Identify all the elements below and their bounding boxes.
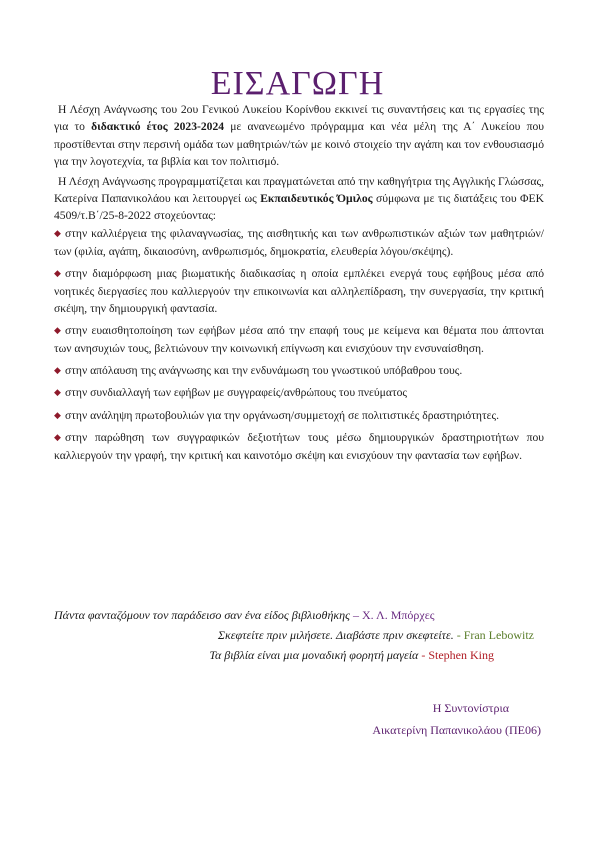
quote-separator: -: [418, 648, 429, 662]
intro-paragraph-2: [54, 173, 544, 225]
goal-list-item: [54, 322, 544, 358]
goal-list-item: [54, 429, 544, 465]
quote-author: Fran Lebowitz: [463, 628, 534, 642]
goal-text: στην διαμόρφωση μιας βιωματικής διαδικασίας η οποία εμπλέκει ενεργά τους εφήβους μέσα από νοητικές διεργασίες που καλλιεργούν την επικοινωνία και αλληλεπίδραση, την συνεργασία, την κριτική σκέψη, την δημιουργική φαντασία.: [54, 266, 544, 316]
intro-p2-text-b: σύμφωνα με τις διατάξεις του ΦΕΚ 4509/τ.Β΄/25-8-2022 στοχεύοντας:: [54, 192, 544, 223]
goal-list-item: [54, 407, 544, 425]
quote-text: Σκεφτείτε πριν μιλήσετε. Διαβάστε πριν σκεφτείτε.: [217, 628, 454, 642]
quote-text: Τα βιβλία είναι μια μοναδική φορητή μαγεία: [209, 648, 419, 662]
diamond-bullet-icon: ◆: [54, 364, 61, 375]
quote-author: Χ. Λ. Μπόρχες: [361, 608, 435, 622]
goal-text: στην απόλαυση της ανάγνωσης και την ενδυνάμωση του γνωστικού υπόβαθρου τους.: [65, 363, 463, 377]
goal-text: στην συνδιαλλαγή των εφήβων με συγγραφείς/ανθρώπους του πνεύματος: [65, 386, 407, 400]
intro-p1-text-a: Η Λέσχη Ανάγνωσης του 2ου Γενικού Λυκείου Κορίνθου εκκινεί τις συναντήσεις και τις εργασίες της για το: [54, 103, 544, 134]
quote-text: Πάντα φανταζόμουν τον παράδεισο σαν ένα είδος βιβλιοθήκης: [54, 608, 350, 622]
club-type-highlight: Εκπαιδευτικός Όμιλος: [260, 192, 373, 206]
diamond-bullet-icon: ◆: [54, 324, 61, 335]
quotes-block: [54, 605, 544, 665]
document-body: [54, 101, 544, 465]
goal-text: στην παρώθηση των συγγραφικών δεξιοτήτων τους μέσω δημιουργικών δραστηριοτήτων που καλλιεργούν την γραφή, την κριτική και καινοτόμο σκέψη και ενισχύουν την φαντασία των εφήβων.: [54, 430, 544, 463]
goal-list-item: [54, 225, 544, 261]
goal-list-item: [54, 384, 544, 402]
quote-separator: –: [349, 608, 362, 622]
intro-p1-text-b: με ανανεωμένο πρόγραμμα και νέα μέλη της Α΄ Λυκείου που προστίθενται στην περσινή ομάδα των μαθητριών/τών με κοινό στοιχείο την αγάπη και τον ενθουσιασμό για την λογοτεχνία, τα βιβλία και τον πολιτισμό.: [54, 120, 544, 169]
quote-separator: -: [453, 628, 464, 642]
quote-borges: [54, 605, 544, 625]
diamond-bullet-icon: ◆: [54, 267, 61, 278]
quote-lebowitz: [54, 625, 544, 645]
quote-king: [54, 645, 544, 665]
school-year-highlight: διδακτικό έτος 2023-2024: [91, 120, 225, 134]
coordinator-name: Αικατερίνη Παπανικολάου (ΠΕ06): [372, 723, 541, 737]
goal-text: στην ανάληψη πρωτοβουλιών για την οργάνωση/συμμετοχή σε πολιτιστικές δραστηριότητες.: [65, 408, 499, 422]
goal-text: στην καλλιέργεια της φιλαναγνωσίας, της αισθητικής και των ανθρωπιστικών αξιών των μαθητριών/των (φιλία, αγάπη, δικαιοσύνη, ανθρωπισμός, δημοκρατία, ελευθερία λόγου/σκέψης).: [54, 226, 544, 259]
diamond-bullet-icon: ◆: [54, 409, 61, 420]
page-title: ΕΙΣΑΓΩΓΗ: [210, 64, 385, 102]
coordinator-role: Η Συντονίστρια: [432, 701, 509, 715]
intro-paragraph-1: [54, 101, 544, 171]
quote-author: Stephen King: [428, 648, 494, 662]
goal-text: στην ευαισθητοποίηση των εφήβων μέσα από την επαφή τους με κείμενα και θέματα που άπτονται των ανησυχιών τους, βελτιώνουν την κοινωνική επίγνωση και ενισχύουν την ενσυναίσθηση.: [54, 323, 544, 356]
goal-list-item: [54, 265, 544, 318]
signature-block: [372, 697, 541, 741]
goal-list-item: [54, 362, 544, 380]
intro-p2-text-a: Η Λέσχη Ανάγνωσης προγραμματίζεται και πραγματώνεται από την καθηγήτρια της Αγγλικής Γλώσσας, Κατερίνα Παπανικολάου και λειτουργεί ως: [54, 174, 544, 206]
diamond-bullet-icon: ◆: [54, 387, 61, 398]
diamond-bullet-icon: ◆: [54, 227, 61, 238]
diamond-bullet-icon: ◆: [54, 431, 61, 442]
